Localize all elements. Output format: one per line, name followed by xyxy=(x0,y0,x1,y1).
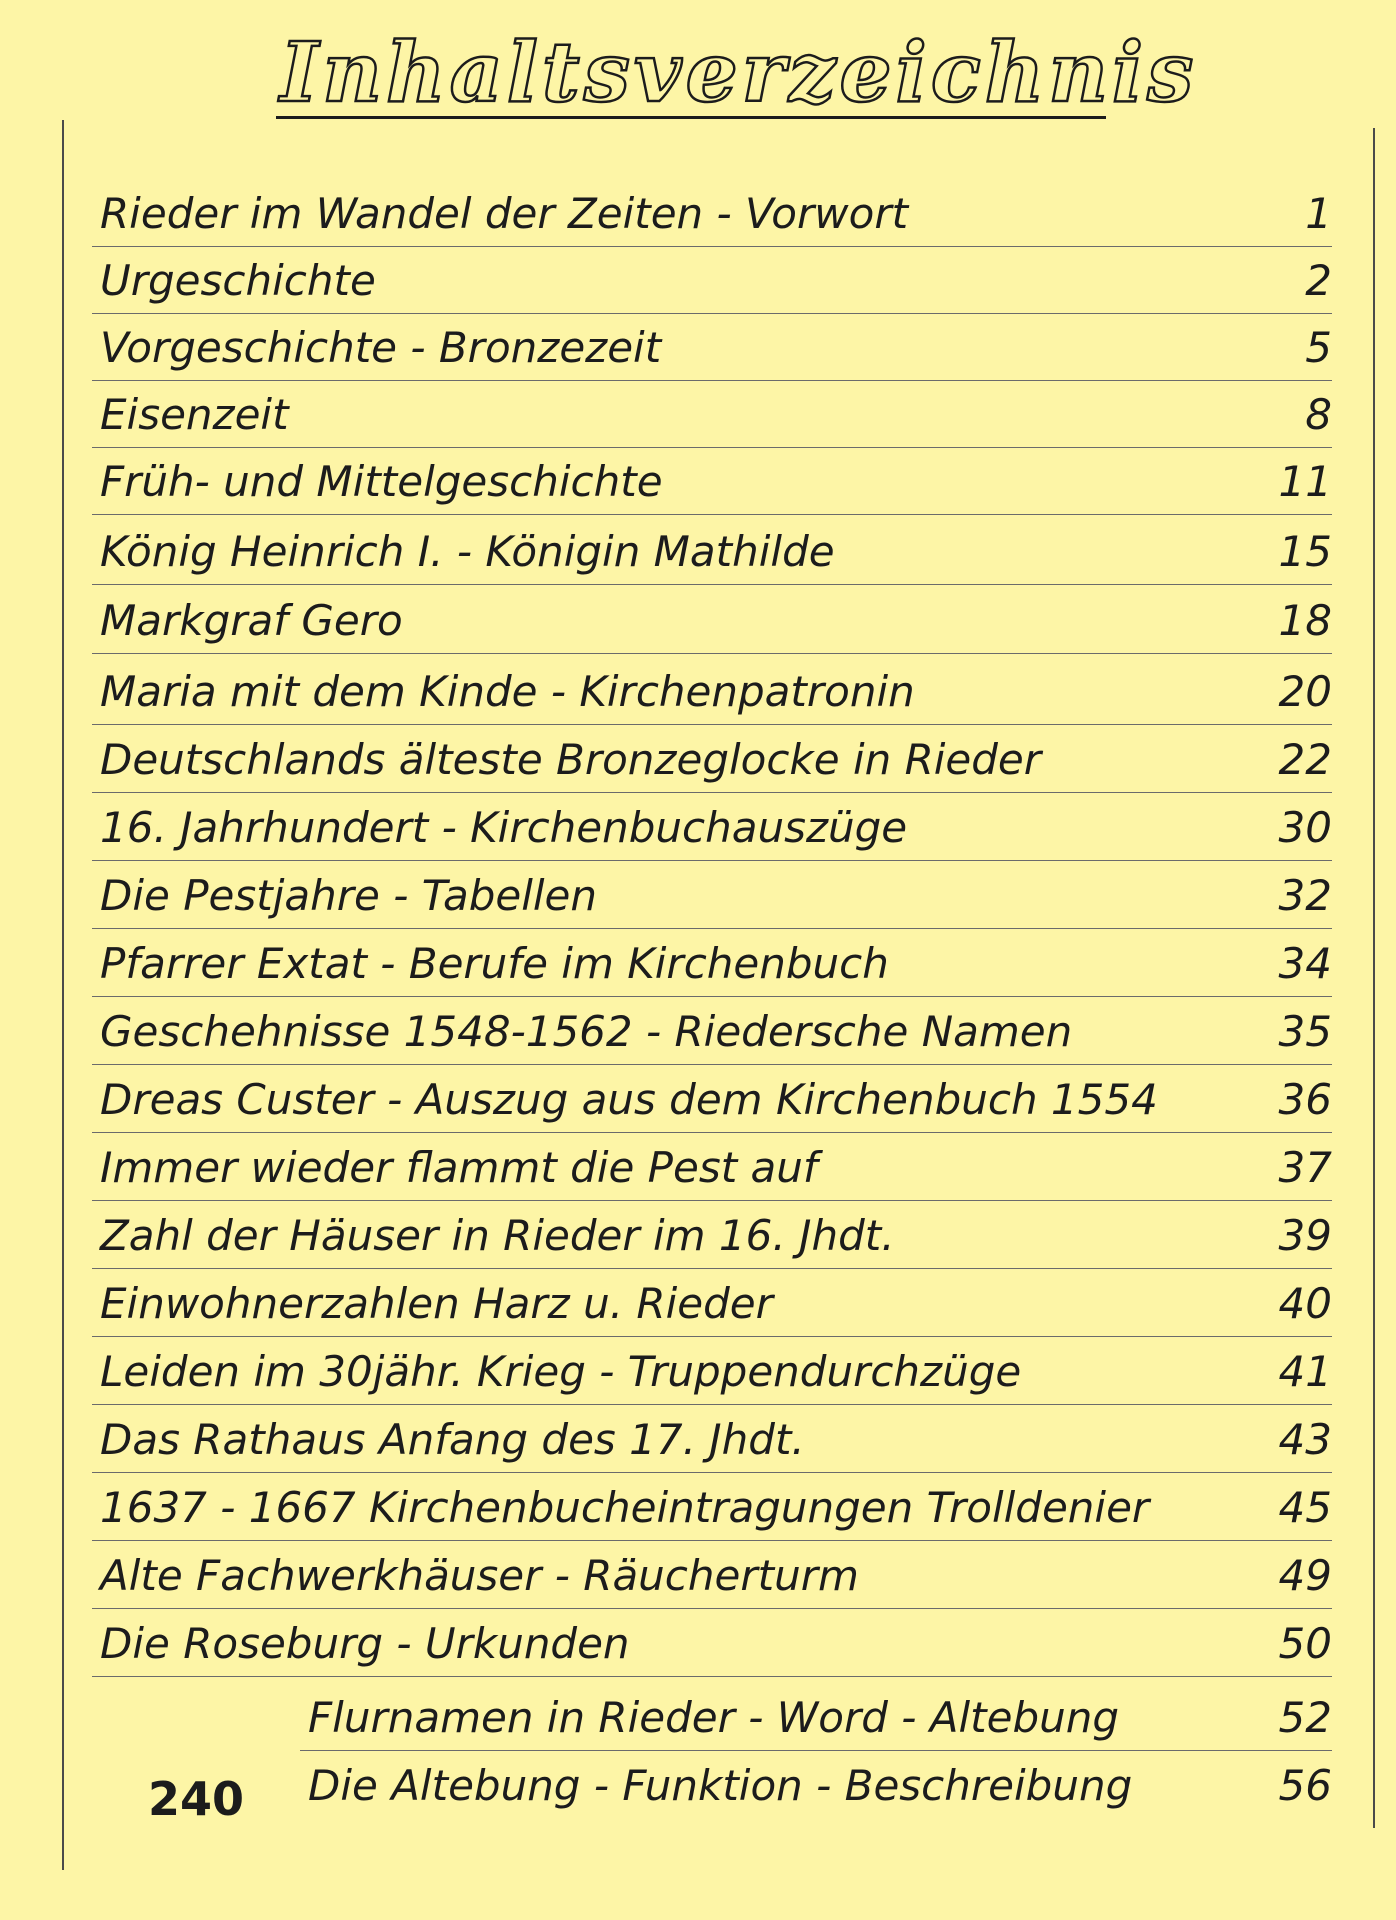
toc-entry-page: 49 xyxy=(1278,1551,1332,1600)
toc-entry-title: Geschehnisse 1548-1562 - Riedersche Namen xyxy=(100,1007,1073,1056)
toc-entry-title: Die Roseburg - Urkunden xyxy=(100,1619,630,1668)
toc-entry-title: Rieder im Wandel der Zeiten - Vorwort xyxy=(100,189,909,238)
toc-entry xyxy=(300,1758,1332,1818)
toc-entry xyxy=(92,186,1332,247)
toc-entry-title: Dreas Custer - Auszug aus dem Kirchenbuch 1554 xyxy=(100,1075,1158,1124)
toc-entry xyxy=(92,1140,1332,1201)
toc-entry-title: Markgraf Gero xyxy=(100,596,403,645)
toc-entry-page: 30 xyxy=(1278,803,1332,852)
toc-entry-page: 37 xyxy=(1278,1143,1332,1192)
toc-entry-title: Deutschlands älteste Bronzeglocke in Rieder xyxy=(100,735,1042,784)
toc-entry xyxy=(92,664,1332,725)
toc-entry-title: Einwohnerzahlen Harz u. Rieder xyxy=(100,1279,773,1328)
toc-entry xyxy=(92,1412,1332,1473)
toc-entry-page: 50 xyxy=(1278,1619,1332,1668)
toc-entry-title: Das Rathaus Anfang des 17. Jhdt. xyxy=(100,1415,805,1464)
toc-entry xyxy=(92,800,1332,861)
toc-entry-page: 35 xyxy=(1278,1007,1332,1056)
toc-entry-title: Alte Fachwerkhäuser - Räucherturm xyxy=(100,1551,859,1600)
toc-entry xyxy=(92,1072,1332,1133)
toc-entry-title: Immer wieder flammt die Pest auf xyxy=(100,1143,818,1192)
toc-entry-title: Früh- und Mittelgeschichte xyxy=(100,457,663,506)
toc-entry xyxy=(92,1344,1332,1405)
toc-entry xyxy=(92,593,1332,654)
toc-entry-title: König Heinrich I. - Königin Mathilde xyxy=(100,527,835,576)
toc-entry xyxy=(92,732,1332,793)
toc-entry-page: 39 xyxy=(1278,1211,1332,1260)
toc-entry-page: 32 xyxy=(1278,871,1332,920)
toc-entry xyxy=(92,253,1332,314)
toc-entry-page: 43 xyxy=(1278,1415,1332,1464)
page-title: Inhaltsverzeichnis xyxy=(280,25,1198,121)
toc-entry-title: Zahl der Häuser in Rieder im 16. Jhdt. xyxy=(100,1211,895,1260)
toc-entry-page: 18 xyxy=(1278,596,1332,645)
toc-entry xyxy=(300,1690,1332,1751)
toc-entry-page: 52 xyxy=(1278,1693,1332,1742)
toc-entry-title: Vorgeschichte - Bronzezeit xyxy=(100,323,662,372)
toc-entry-title: Pfarrer Extat - Berufe im Kirchenbuch xyxy=(100,939,889,988)
toc-entry-page: 8 xyxy=(1305,390,1332,439)
toc-entry-title: Urgeschichte xyxy=(100,256,376,305)
toc-entry-title: 1637 - 1667 Kirchenbucheintragungen Trolldenier xyxy=(100,1483,1150,1532)
toc-entry xyxy=(92,1480,1332,1541)
toc-entry xyxy=(92,320,1332,381)
page-frame-left xyxy=(62,120,64,1870)
toc-entry-page: 2 xyxy=(1305,256,1332,305)
toc-entry-title: Maria mit dem Kinde - Kirchenpatronin xyxy=(100,667,915,716)
toc-entry-page: 34 xyxy=(1278,939,1332,988)
toc-entry xyxy=(92,454,1332,515)
toc-entry xyxy=(92,387,1332,448)
toc-entry-page: 45 xyxy=(1278,1483,1332,1532)
toc-entry xyxy=(92,1276,1332,1337)
toc-entry xyxy=(92,1208,1332,1269)
toc-entry-title: Eisenzeit xyxy=(100,390,289,439)
toc-entry xyxy=(92,1548,1332,1609)
toc-entry-title: Flurnamen in Rieder - Word - Altebung xyxy=(308,1693,1120,1742)
toc-entry-title: 16. Jahrhundert - Kirchenbuchauszüge xyxy=(100,803,908,852)
toc-entry-title: Leiden im 30jähr. Krieg - Truppendurchzüge xyxy=(100,1347,1022,1396)
page-number: 240 xyxy=(148,1772,245,1826)
toc-entry xyxy=(92,936,1332,997)
toc-entry-page: 36 xyxy=(1278,1075,1332,1124)
toc-entry-page: 40 xyxy=(1278,1279,1332,1328)
toc-entry-title: Die Altebung - Funktion - Beschreibung xyxy=(308,1761,1133,1810)
toc-entry xyxy=(92,868,1332,929)
toc-entry-page: 1 xyxy=(1305,189,1332,238)
toc-entry xyxy=(92,524,1332,585)
toc-entry-page: 5 xyxy=(1305,323,1332,372)
toc-entry-page: 11 xyxy=(1278,457,1332,506)
toc-entry xyxy=(92,1004,1332,1065)
toc-entry-page: 56 xyxy=(1278,1761,1332,1810)
toc-entry xyxy=(92,1616,1332,1677)
toc-entry-page: 20 xyxy=(1278,667,1332,716)
title-underline xyxy=(276,116,1106,119)
toc-entry-page: 22 xyxy=(1278,735,1332,784)
toc-entry-page: 41 xyxy=(1278,1347,1332,1396)
toc-entry-page: 15 xyxy=(1278,527,1332,576)
toc-entry-title: Die Pestjahre - Tabellen xyxy=(100,871,597,920)
page-frame-right xyxy=(1373,128,1375,1828)
